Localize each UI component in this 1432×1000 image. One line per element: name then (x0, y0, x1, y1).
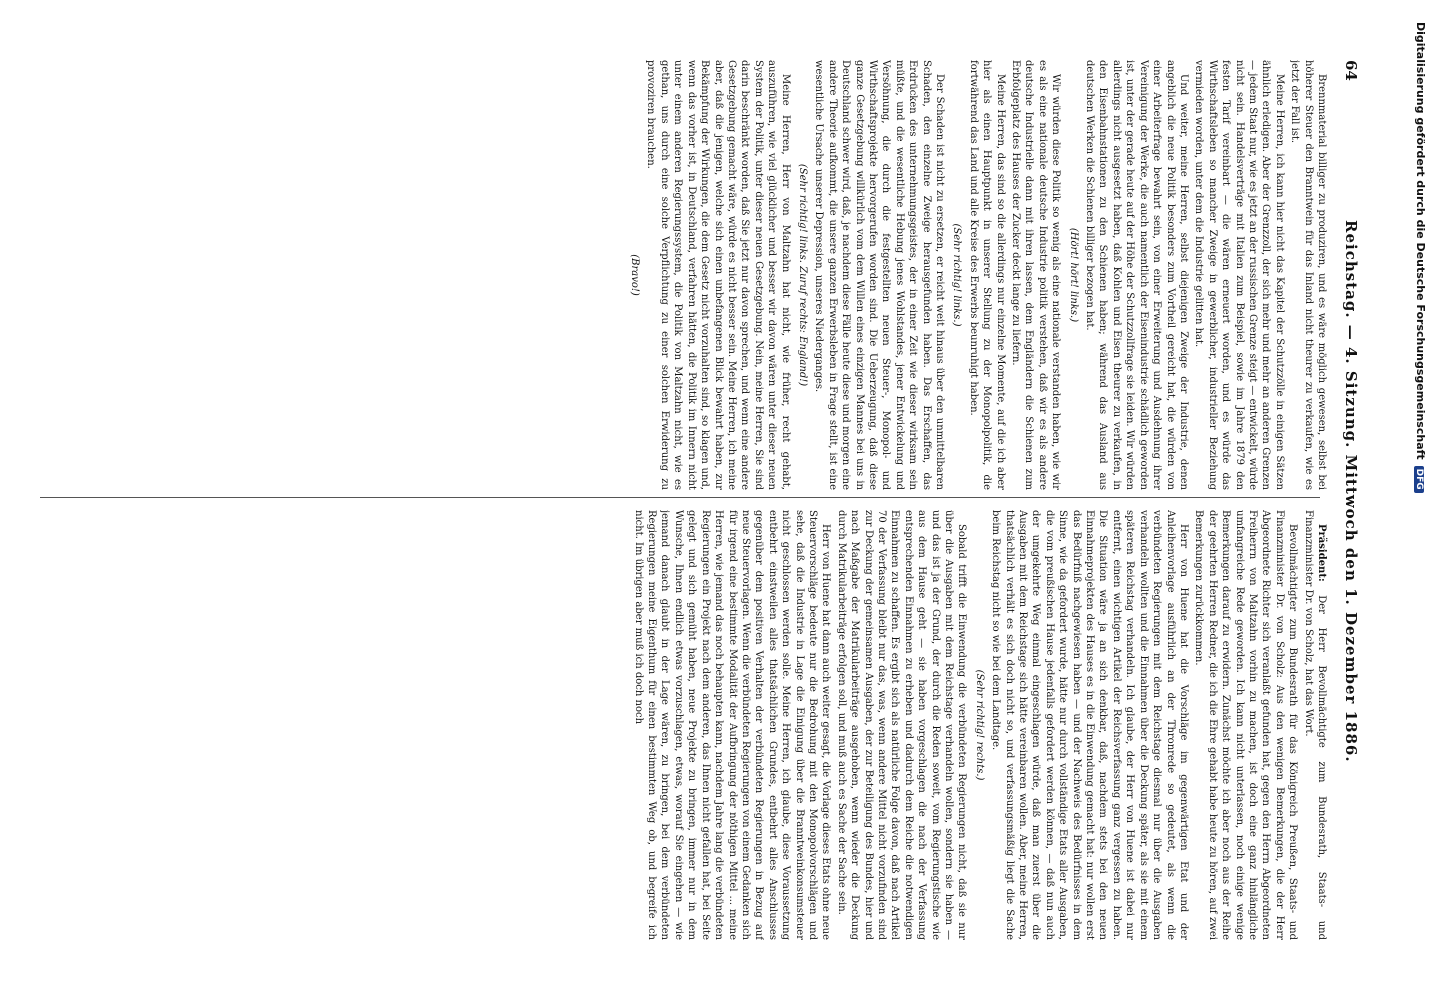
paragraph: Meine Herren, Herr von Maltzahn hat nicht, wie früher, recht gehabt, auszuführen, wie viel glücklicher und besser wir davon wären unter dieser neuen System der Politik, unter dieser neuen Gesetzgebung. Nein, meine Herren, Sie sind darin beschränkt worden, daß Sie jetzt nur davon sprechen, und wenn eine andere Gesetzgebung gemacht wäre, würde es nicht besser sein. Meine Herren, ich meine aber, daß die jenigen, welche sich einen unbefangenen Blick bewahrt haben, zur Bekämpfung der Wirkungen, die dem Gesetz nicht vorzuhalten sind, so klagen und, wenn das vorher ist, in Deutschland, verfahren hätten, die Politik im Innern nicht unter einem anderen Regierungssystem, die Politik von Maltzahn nicht, wie es gethan, uns durch eine solche Verpflichtung zu einer solchen Erwiderung zu provoziren brauchen. (645, 60, 791, 490)
left-text-column (28, 60, 1328, 490)
paragraph: Und weiter, meine Herren, selbst diejenigen Zweige der Industrie, denen angeblich die neue Politik besonders zum Vortheil gereicht hat, die würden von einer Arbeiterfrage bewahrt sein, von einer Erweiterung und Ausdehnung ihrer Vereinigung der Werke, die auch namentlich der Eisenindustrie schädlich geworden ist, unter der gerade heute auf der Höhe der Schutzzollfrage sie leiden. Wir würden allerdings nicht ausgesetzt haben, daß Kohlen und Eisen theurer zu verkaufen, in den Eisenbahnstationen zu den Schienen haben; während das Ausland aus deutschen Werken die Schienen billiger bezogen hat. (1084, 60, 1189, 490)
interjection: (Sehr richtig! links. Zuruf rechts: England!) (796, 163, 808, 387)
speaker-label: Präsident: (1316, 524, 1327, 582)
paragraph: Sobald trifft die Einwendung die verbündeten Regierungen nicht, daß sie nur über die Ausgaben mit dem Reichstage verhandeln wollen, sondern sie haben — und das ist ja der Grund, der durch die Reden soweit, vom Regierungstische wie aus dem Hause geht — sie haben vorgeschlagen die nach der Verfassung entsprechenden Einnahmen zu erheben und dadurch dem Reiche die notwendigen Einnahmen zu schaffen. Es ergibt sich als natürliche Folge davon, daß nach Artikel 70 der Verfassung bleibt nur das, was, wenn andere Mittel nicht vorzufinden sind zur Deckung der gemeinsamen Ausgaben, der zur Beteiligung des Bundes, hier und nach Maßgabe der Matrikularbeiträge ausgehoben, wenn wieder die Deckung durch Matrikularbeiträge erfolgen soll, und muß auch es Sache der Sache sein. (835, 510, 968, 940)
dfg-logo: DFG (1414, 466, 1424, 493)
interjection: (Hört! hört! links.) (1067, 227, 1079, 323)
page-title: Reichstag. — 4. Sitzung. Mittwoch den 1. Dezember 1886. (1342, 220, 1360, 763)
interjection: (Sehr richtig! rechts.) (973, 669, 985, 781)
paragraph: Meine Herren, das sind so die allerdings nur einzelne Momente, auf die ich aber hier als einen Hauptpunkt in unserer Stellung zu der Monopolpolitik, die fortwährend das Land und alle Kreise des Erwerbs beunruhigt haben. (967, 60, 1006, 490)
page-number: 64 (1342, 60, 1360, 81)
paragraph: Bevollmächtigter zum Bundesrath für das Königreich Preußen, Staats- und Finanzminister Dr. von Scholz: Aus den wenigen Bemerkungen, die der Herr Abgeordnete Richter sich veranlaßt gefunden hat, gegen den Herrn Abgeordneten Freiherrn von Maltzahn vorhin zu machen, ist doch eine ganz hinlängliche umfangreiche Rede geworden. Ich kann nicht unterlassen, noch einige wenige Bemerkungen darauf zu erwidern. Zunächst möchte ich aber noch aus der Reihe der geehrten Herren Redner, die ich die Ehre gehabt habe heute zu hören, auf zwei Bemerkungen zurückkommen. (1193, 510, 1299, 940)
speaker-text: Der Herr Bevollmächtigte zum Bundesrath, Staats- und Finanzminister Dr. von Scholz, hat das Wort. (1302, 510, 1327, 940)
page-header (1336, 60, 1360, 940)
paragraph: Meine Herren, ich kann hier nicht das Kapitel der Schutzzölle in einigen Sätzen ähnlich erledigen. Aber der Grenzzoll, der sich mehr und mehr an anderen Grenzen — jedem Staat nur, wie es jetzt an der russischen Grenze steigt — entwickelt, würde nicht sein. Handelsverträge mit Italien zum Beispiel, sowie im Jahre 1879 den festen Tarif vereinbart — die wären erneuert worden, und es würde das Wirthschaftsleben so mancher Zweige in gewerblicher, industrieller Beziehung vermieden worden, unter dem die Industrie gelitten hat. (1193, 60, 1285, 490)
paragraph: Herr von Huene hat die Vorschläge im gegenwärtigen Etat und der Anleihenvorlage ausführlich an der Thronrede so gedeutet, als wenn die verbündeten Regierungen mit dem Reichstage diesmal nur über die Ausgaben verhandeln wollten und die Einnahmen über die Deckung später, als sie mit einem späteren Reichstag verhandeln. Ich glaube, der Herr von Huene ist dabei nur entfernt, einen wichtigen Artikel der Reichsverfassung ganz vergessen zu haben. Die Situation wäre ja an sich denkbar, daß, nachdem stets bei den neuen Einnahmeprojekten des Hauses es in die Einwendung gemacht hat: nur wollen erst das Bedürfniß nachgewiesen haben — und der Nachweis des Bedürfnisses in dem Sinne, wie da gefordert wurde, hätte nur durch vollständige Etats aller Ausgaben, die vom preußischen Hause jedenfalls gefordert werden können, — daß nun auch der umgekehrte Weg einmal eingeschlagen würde, daß man zuerst über die Ausgaben mit dem Reichstage sich hätte vereinbaren wollen. Aber, meine Herren, thatsächlich verhält es sich doch nicht so, und verfassungsmäßig liegt die Sache beim Reichstag nicht so wie bei dem Landtage. (990, 510, 1189, 940)
digitization-footer (1410, 0, 1432, 1000)
paragraph: Herr von Huene hat dann auch weiter gesagt, die Vorlage dieses Etats ohne neue Steuervorschläge bedeute nur die Bedrohung mit den Monopolvorschlägen und sehe, daß die Industrie in Lage die Einigung über die Branntweinkonsumsteuer nicht geschlossen werden solle. Meine Herren, ich glaube, diese Voraussetzung entbehrt einstweilen alles thatsächlichen Grundes, entbehrt alles Anschlusses gegenüber dem positiven Verhalten der verbündeten Regierungen in Bezug auf neue Steuervorlagen. Wenn die verbündeten Regierungen von einem Gedanken sich für irgend eine bestimmte Modalität der Aufbringung der nöthigen Mittel ... meine Herren, wie jemand das noch behaupten kann, nachdem Jahre lang die verbündeten Regierungen ein Projekt nach dem anderen, das Ihnen nicht gefallen hat, bei Seite gelegt und sich gemüht haben, neue Projekte zu bringen, immer nur in dem Wunsche, Ihnen endlich etwas vorzuschlagen, etwas, worauf Sie eingehen — wie jemand danach glaubt in der Lage wären, zu bringen, bei dem verbündeten Regierungen meine Eigenthum für einen bestimmten Weg ob, und begreife ich nicht. Im übrigen aber muß ich doch noch (632, 510, 832, 940)
paragraph: Brennmaterial billiger zu produziren, und es wäre möglich gewesen, selbst bei höherer Steuer den Branntwein für das Inland nicht theurer zu verkaufen, wie es jetzt der Fall ist. (1289, 60, 1327, 490)
right-text-column (28, 510, 1328, 940)
digitization-note: Digitalisierung gefördert durch die Deutsche Forschungsgemeinschaft (1414, 22, 1427, 460)
paragraph: Der Schaden ist nicht zu ersetzen, er reicht weit hinaus über den unmittelbaren Schaden, den einzelne Zweige herausgefunden haben. Das Erschaffen, das Erdrücken des unternehmungsgeistes, der in einer Zeit wie dieser wirksam sein müßte, und die wesentliche Hebung jenes Wohlstandes, jener Entwickelung und Versöhnung, die durch die festgestellten neuen Steuer-, Monopol- und Wirthschaftsprojekte hervorgerufen worden sind. Die Ueberzeugung, daß diese ganze Gesetzgebung willkürlich vom dem Willen eines einzigen Mannes bei uns in Deutschland schwer wird, daß, je nachdem diese Fälle heute diese und morgen eine andere Theorie aufkommt, die unsere ganzen Erwerbsleben in Frage stellt, ist eine wesentliche Ursache unserer Depression, unseres Niederganges. (813, 60, 946, 490)
interjection: (Sehr richtig! links.) (951, 223, 963, 327)
president-statement (1301, 510, 1328, 940)
column-divider (40, 497, 1320, 498)
paragraph: Wir würden diese Politik so wenig als eine nationale verstanden haben, wie wir es als eine nationale deutsche Industrie politik verstehen, daß wir es als andere deutsche Industrielle dann mit ihren lassen, dem Engländern die Schienen zum Erbfolgeplatz des Hauses der Zucker deckt lange zu liefern. (1010, 60, 1062, 490)
interjection: (Bravo!) (629, 254, 641, 296)
